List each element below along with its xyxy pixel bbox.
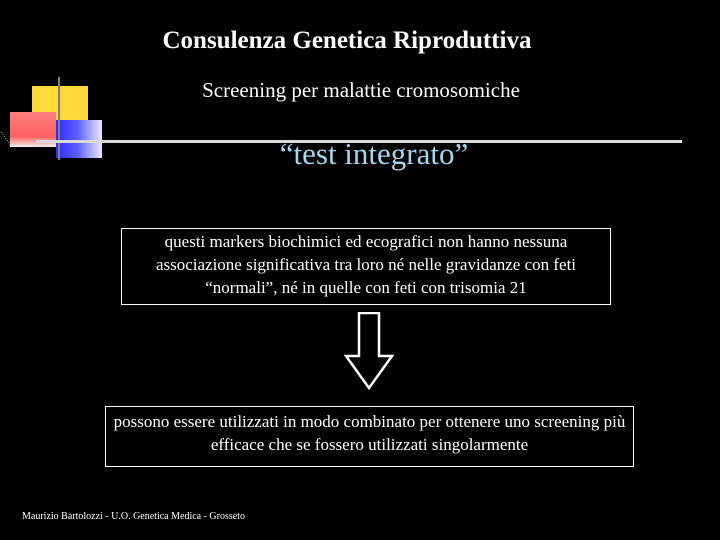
- text-box-conclusion: [105, 406, 634, 467]
- text-box-conclusion-text: possono essere utilizzati in modo combinato per ottenere uno screening più efficace che se fossero utilizzati singolarmente: [113, 412, 626, 454]
- text-box-markers-text: questi markers biochimici ed ecografici non hanno nessuna associazione significativa tra loro né nelle gravidanze con feti “normali”, né in quelle con feti con trisomia 21: [155, 232, 577, 297]
- text-box-markers: [121, 228, 611, 305]
- slide-subtitle: Screening per malattie cromosomiche: [202, 78, 520, 102]
- down-arrow-icon: [344, 312, 394, 390]
- headline: “test integrato”: [279, 136, 469, 171]
- footer-credit: Maurizio Bartolozzi - U.O. Genetica Medica - Grosseto: [22, 511, 245, 522]
- slide-title: Consulenza Genetica Riproduttiva: [162, 27, 532, 54]
